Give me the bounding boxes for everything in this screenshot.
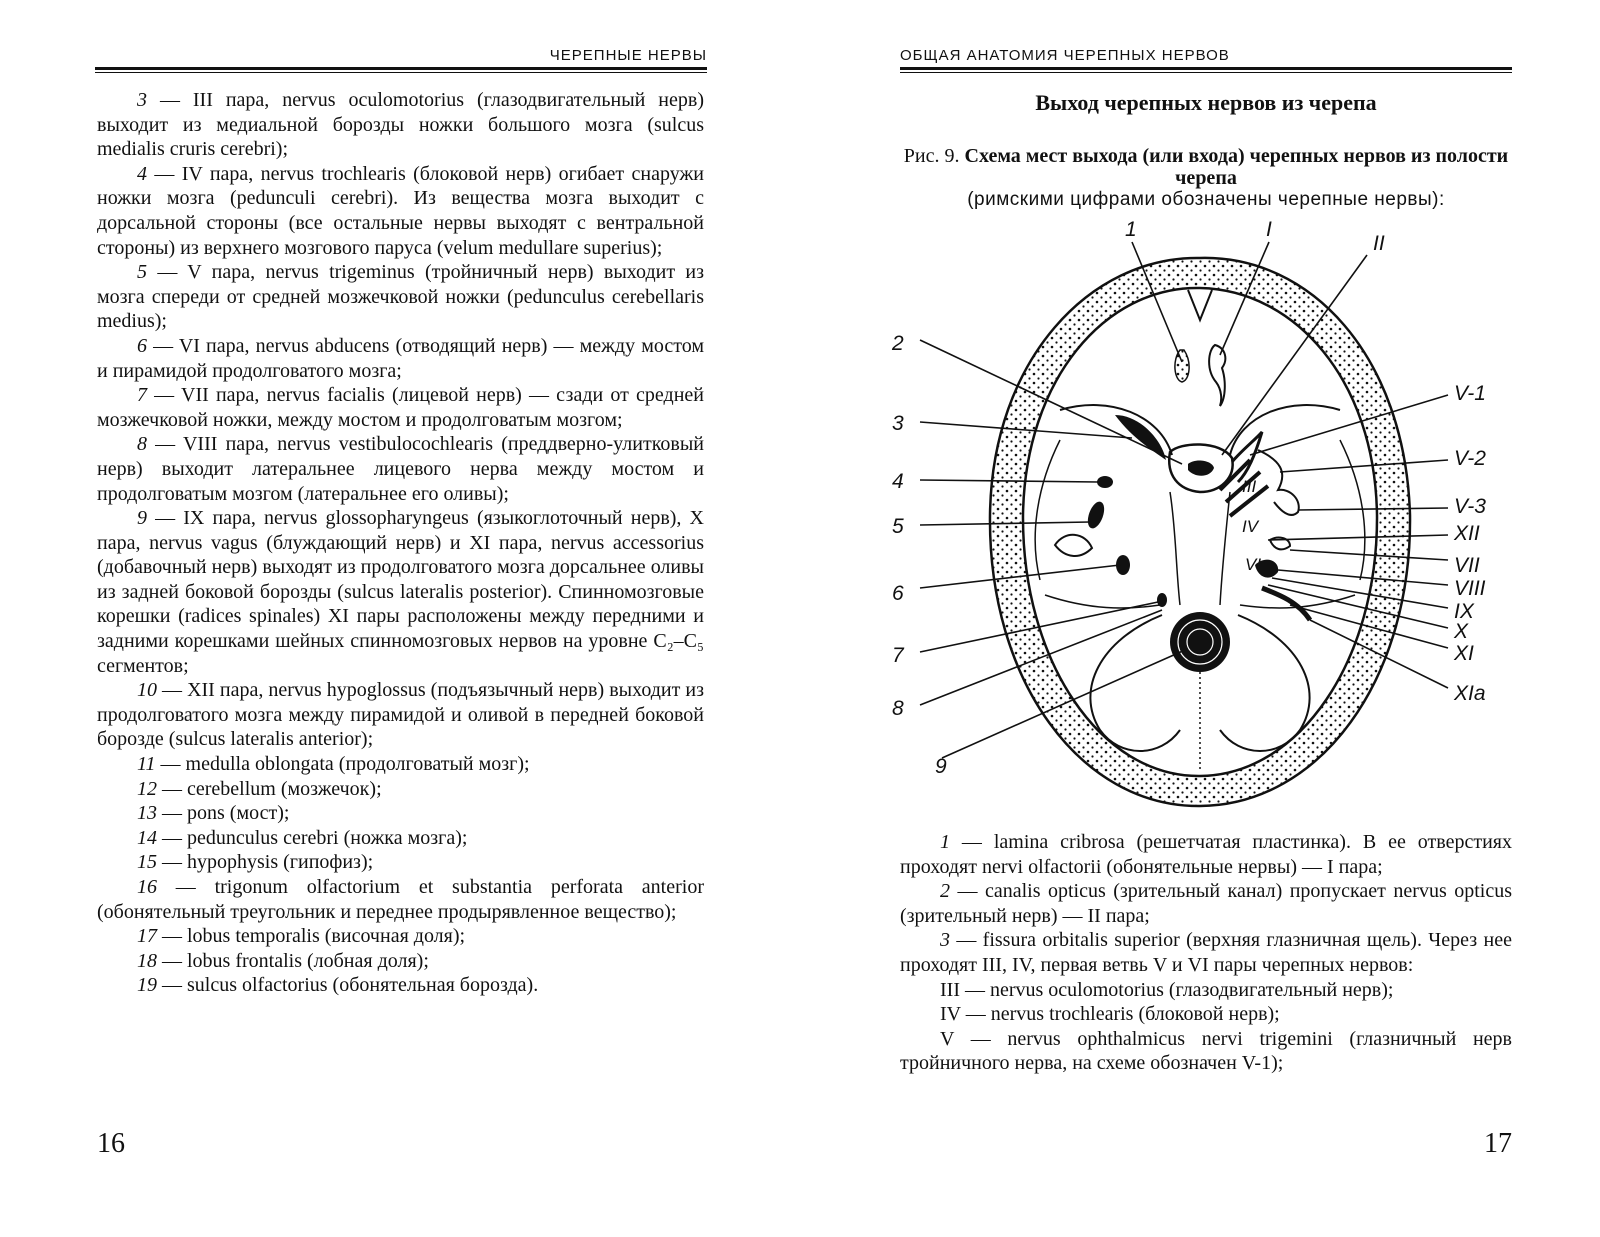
carotid-canal <box>1055 535 1092 556</box>
list-item: 17 — lobus temporalis (височная доля); <box>137 925 466 948</box>
list-item: 7 — VII пара, nervus facialis (лицевой нерв) — сзади от средней мозжечковой ножки, между мостом и продолговатым мозгом; <box>97 384 704 431</box>
label-V-1: V-1 <box>1454 382 1486 405</box>
label-1-top: 1 <box>1125 218 1137 241</box>
list-item: V — nervus ophthalmicus nervi trigemini (глазничный нерв тройничного нерва, на схеме обозначен V-1); <box>900 1027 1512 1075</box>
caption-title: Схема мест выхода (или входа) черепных нервов из полости черепа <box>964 145 1509 189</box>
page-number: 16 <box>97 1128 125 1159</box>
header-rule <box>95 67 707 70</box>
label-V-3: V-3 <box>1454 495 1486 518</box>
right-page <box>800 0 1600 1237</box>
label-4: 4 <box>892 470 904 493</box>
list-item: 16 — trigonum olfactorium et substantia perforata anterior (обонятельный треугольник и переднее продырявленное вещество); <box>97 876 704 923</box>
skull-base-diagram <box>870 210 1486 820</box>
legend-text <box>900 830 1512 1076</box>
caption-subtitle: (римскими цифрами обозначены черепные нервы): <box>967 189 1445 210</box>
list-item: 6 — VI пара, nervus abducens (отводящий нерв) — между мостом и пирамидой продолговатого мозга; <box>97 334 704 382</box>
caption-prefix: Рис. 9. <box>903 145 965 167</box>
list-item: 11 — medulla oblongata (продолговатый мозг); <box>137 753 530 776</box>
label-2: 2 <box>892 332 904 355</box>
cribriform-plate-right <box>1209 345 1225 406</box>
list-item: IV — nervus trochlearis (блоковой нерв); <box>940 1003 1280 1026</box>
petrous-ridge-left <box>1045 595 1160 608</box>
list-item: 18 — lobus frontalis (лобная доля); <box>137 949 429 972</box>
foramen-ovale <box>1097 476 1113 488</box>
list-item: 15 — hypophysis (гипофиз); <box>137 851 374 874</box>
running-head: ЧЕРЕПНЫЕ НЕРВЫ <box>549 47 707 64</box>
label-V-2: V-2 <box>1454 447 1486 470</box>
list-item: 13 — pons (мост); <box>137 802 290 825</box>
label-9: 9 <box>935 755 947 778</box>
skull-base-figure <box>870 210 1486 820</box>
list-item: 3 — III пара, nervus oculomotorius (глазодвигательный нерв) выходит из медиальной борозды ножки большого мозга (sulcus medialis cruris cerebri); <box>97 89 704 161</box>
page-number: 17 <box>1484 1128 1512 1159</box>
label-III: III <box>1242 477 1257 496</box>
foramen-magnum <box>1170 612 1230 672</box>
posterior-fossa-right <box>1220 615 1310 751</box>
posterior-fossa-left <box>1090 615 1180 751</box>
middle-fossa-left <box>1035 440 1060 580</box>
label-I: I <box>1266 218 1272 241</box>
list-item: 3 — fissura orbitalis superior (верхняя глазничная щель). Через нее проходят III, IV, первая ветвь V и VI пары черепных нервов: <box>900 929 1512 976</box>
sella-core <box>1188 461 1214 476</box>
list-item: 1 — lamina cribrosa (решетчатая пластинка). В ее отверстиях проходят nervi olfactorii (обонятельные нервы) — I пара; <box>900 831 1512 878</box>
list-item: 14 — pedunculus cerebri (ножка мозга); <box>137 826 468 849</box>
clivus <box>1170 492 1230 605</box>
list-item: 5 — V пара, nervus trigeminus (тройничный нерв) выходит из мозга спереди от средней мозжечковой ножки (pedunculus cerebellaris medius); <box>97 261 704 333</box>
foramen-spinosum <box>1085 499 1108 530</box>
crista-galli <box>1188 290 1212 320</box>
label-VII: VII <box>1454 554 1480 577</box>
foramen-rotundum-right <box>1258 450 1299 515</box>
label-XII: XII <box>1454 522 1480 545</box>
list-item: 4 — IV пара, nervus trochlearis (блоковой нерв) огибает снаружи ножки мозга (pedunculi cerebri). Из вещества мозга выходит с дорсальной стороны (все остальные нервы выходят с вентральной стороны) из верхнего мозгового паруса (velum medullare superius); <box>97 162 704 259</box>
header-rule-thin <box>900 72 1512 73</box>
label-3: 3 <box>892 412 904 435</box>
list-item: 9 — IX пара, nervus glossopharyngeus (языкоглоточный нерв), X пара, nervus vagus (блуждающий нерв) и XI пара, nervus accessorius (добавочный нерв) выходят из продолговатого мозга дорсальнее оливы из задней боковой борозды (sulcus lateralis posterior). Спинномозговые корешки (radices spinales) XI пары расположены между передними и задними корешками шейных спинномозговых нервов на уровне C₂–C₅ сегментов; <box>97 507 705 677</box>
label-8: 8 <box>892 697 904 720</box>
list-item: 10 — XII пара, nervus hypoglossus (подъязычный нерв) выходит из продолговатого мозга между пирамидой и оливой в передней боковой борозде (sulcus lateralis anterior); <box>97 679 704 751</box>
label-XIa: XIa <box>1454 682 1486 705</box>
label-X: X <box>1454 620 1469 643</box>
label-VI: VI <box>1245 555 1262 574</box>
list-item: 8 — VIII пара, nervus vestibulocochlearis (преддверно-улитковый нерв) выходит латеральнее лицевого нерва между мостом и продолговатым мозгом (латеральнее его оливы); <box>97 433 704 505</box>
running-head: ОБЩАЯ АНАТОМИЯ ЧЕРЕПНЫХ НЕРВОВ <box>900 47 1230 64</box>
label-II: II <box>1373 232 1385 255</box>
list-item: III — nervus oculomotorius (глазодвигательный нерв); <box>940 978 1394 1001</box>
list-item: 2 — canalis opticus (зрительный канал) пропускает nervus opticus (зрительный нерв) — II пара; <box>900 880 1512 927</box>
figure-caption <box>900 145 1512 211</box>
list-item: 19 — sulcus olfactorius (обонятельная борозда). <box>137 974 539 997</box>
section-title: Выход черепных нервов из черепа <box>1035 90 1377 115</box>
label-XI: XI <box>1454 642 1474 665</box>
label-IX: IX <box>1454 600 1474 623</box>
list-item: 12 — cerebellum (мозжечок); <box>137 777 382 800</box>
header-rule-thin <box>95 72 707 73</box>
header-rule <box>900 67 1512 70</box>
cribriform-plate-left <box>1175 350 1189 382</box>
label-7: 7 <box>892 644 904 667</box>
label-5: 5 <box>892 515 904 538</box>
label-6: 6 <box>892 582 904 605</box>
body-text <box>97 88 704 998</box>
label-IV: IV <box>1242 517 1259 536</box>
label-VIII: VIII <box>1454 577 1486 600</box>
